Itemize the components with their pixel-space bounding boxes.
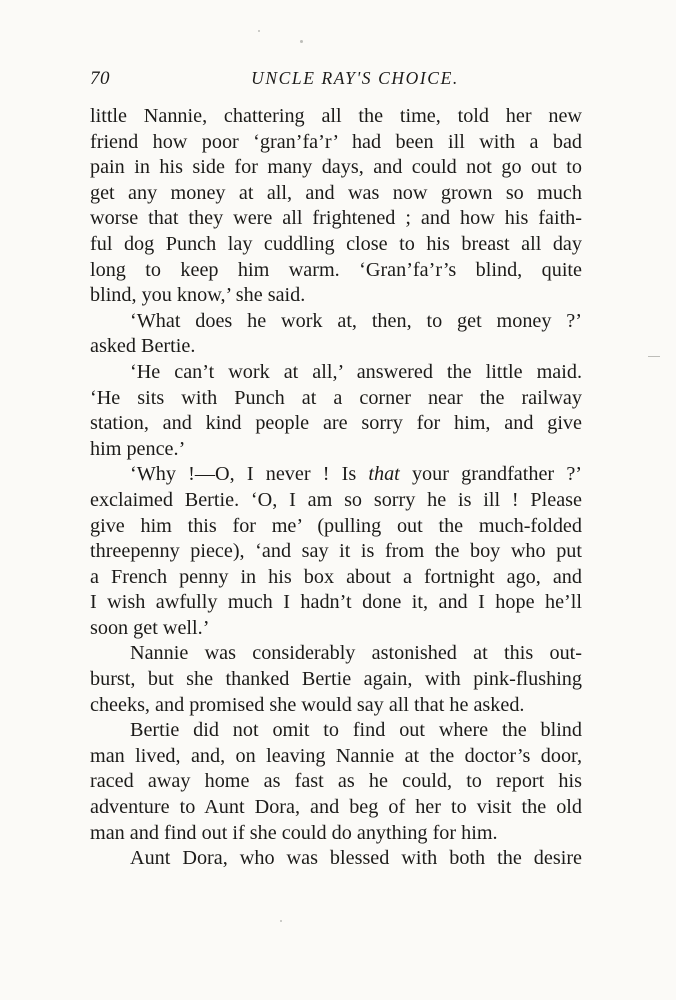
paper-speck <box>280 920 282 922</box>
running-title: UNCLE RAY'S CHOICE. <box>251 68 459 88</box>
paper-speck <box>648 356 660 357</box>
paper-speck <box>258 30 260 32</box>
text-line: friend how poor ‘gran’fa’r’ had been ill with a bad <box>90 130 582 153</box>
text-line: ful dog Punch lay cuddling close to his breast all day <box>90 232 582 255</box>
text-line: him pence.’ <box>90 437 186 460</box>
text-line: Bertie did not omit to find out where the blind <box>130 719 582 742</box>
text-line: long to keep him warm. ‘Gran’fa’r’s blind, quite <box>90 258 582 281</box>
page-number: 70 <box>90 68 110 89</box>
text-line: cheeks, and promised she would say all that he asked. <box>90 693 525 716</box>
text-line: man lived, and, on leaving Nannie at the doctor’s door, <box>90 744 582 767</box>
text-line: give him this for me’ (pulling out the much-folded <box>90 514 582 537</box>
text-line: I wish awfully much I hadn’t done it, and I hope he’ll <box>90 591 582 614</box>
text-line: threepenny piece), ‘and say it is from the boy who put <box>90 540 582 563</box>
text-line <box>90 462 582 488</box>
text-line: little Nannie, chattering all the time, told her new <box>90 105 582 127</box>
text-line: soon get well.’ <box>90 616 210 639</box>
body-text <box>90 104 582 872</box>
text-line: asked Bertie. <box>90 335 196 358</box>
text-segment: your grandfather ?’ <box>399 463 582 486</box>
text-line: blind, you know,’ she said. <box>90 284 306 307</box>
text-line: man and find out if she could do anything for him. <box>90 821 498 844</box>
text-line: ‘He sits with Punch at a corner near the railway <box>90 386 582 409</box>
text-line: raced away home as fast as he could, to report his <box>90 770 582 793</box>
text-line: a French penny in his box about a fortnight ago, and <box>90 565 582 588</box>
text-line: Aunt Dora, who was blessed with both the desire <box>130 847 582 870</box>
italic-emphasis: that <box>368 463 400 486</box>
text-line: ‘What does he work at, then, to get money ?’ <box>130 309 582 332</box>
page-header <box>90 68 580 94</box>
text-line: adventure to Aunt Dora, and beg of her to visit the old <box>90 796 582 819</box>
text-line: exclaimed Bertie. ‘O, I am so sorry he is ill ! Please <box>90 488 582 511</box>
text-segment: ‘Why !—O, I never ! Is <box>130 463 369 486</box>
text-line: get any money at all, and was now grown so much <box>90 181 582 204</box>
text-line: worse that they were all frightened ; and how his faith- <box>90 207 582 230</box>
text-line: station, and kind people are sorry for him, and give <box>90 412 582 435</box>
text-line: Nannie was considerably astonished at this out- <box>130 642 582 665</box>
paper-speck <box>300 40 303 43</box>
text-line: burst, but she thanked Bertie again, with pink-flushing <box>90 668 582 691</box>
text-line: ‘He can’t work at all,’ answered the little maid. <box>130 360 582 383</box>
text-line: pain in his side for many days, and could not go out to <box>90 156 582 179</box>
